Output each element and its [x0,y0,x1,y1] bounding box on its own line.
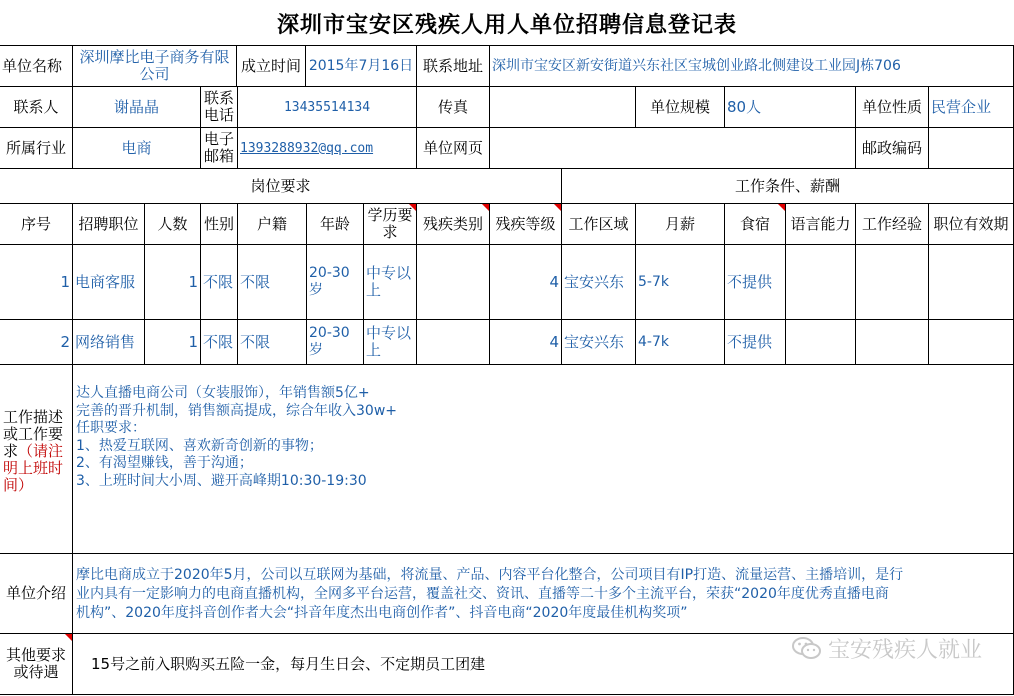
job-description-label-note: （请注明上班时间） [3,442,64,494]
job-description-line: 任职要求： [76,420,146,436]
founded-label: 成立时间 [236,45,306,87]
company-intro-line: 机构”、2020年度抖音创作者大会“抖音年度杰出电商创作者”、抖音电商“2020年度最佳机构奖项” [76,605,688,621]
table-row-2-age: 20-30岁 [306,319,364,365]
job-description-line: 2、有渴望赚钱，善于沟通； [76,455,253,471]
table-row-2-hukou: 不限 [237,319,307,365]
table-row-2-experience [855,319,929,365]
email-label: 电子邮箱 [200,127,238,169]
table-row-1-validity [928,244,1014,320]
contact-value: 谢晶晶 [72,86,201,128]
section-job-requirements: 岗位要求 [0,168,562,204]
table-row-2-board: 不提供 [724,319,786,365]
company-intro-line: 摩比电商成立于2020年5月，公司以互联网为基础，将流量、产品、内容平台化整合，公司项目有IP打造、流量运营、主播培训，是行 [76,567,904,583]
watermark-text: 宝安残疾人就业 [827,638,982,663]
industry-label: 所属行业 [0,127,73,169]
table-row-2-count: 1 [144,319,201,365]
table-row-1-gender: 不限 [200,244,238,320]
company-name-label: 单位名称 [0,45,73,87]
table-row-1-age: 20-30岁 [306,244,364,320]
benefits-content: 15号之前入职购买五险一金，每月生日会、不定期员工团建 [72,633,1014,695]
nature-label: 单位性质 [855,86,929,128]
company-intro-label: 单位介绍 [0,553,73,634]
form-title: 深圳市宝安区残疾人用人单位招聘信息登记表 [276,11,737,38]
table-row-2-validity [928,319,1014,365]
table-row-2-disability-level: 4 [489,319,562,365]
table-row-1-salary: 5-7k [635,244,725,320]
job-description-content [72,364,1014,554]
col-gender: 性别 [200,203,238,245]
website-label: 单位网页 [416,127,490,169]
col-salary: 月薪 [635,203,725,245]
col-disability-type: 残疾类别 [416,203,490,245]
job-description-line: 1、热爱互联网、喜欢新奇创新的事物； [76,437,323,454]
email-link[interactable]: 1393288932@qq.com [237,127,417,169]
contact-label: 联系人 [0,86,73,128]
table-row-1-disability-level: 4 [489,244,562,320]
col-validity: 职位有效期 [928,203,1014,245]
nature-value: 民营企业 [928,86,1014,128]
scale-value: 80人 [724,86,856,128]
company-name-value: 深圳摩比电子商务有限公司 [72,45,237,87]
section-work-conditions: 工作条件、薪酬 [561,168,1014,204]
table-row-1-title: 电商客服 [72,244,145,320]
table-row-2-no: 2 [0,319,73,365]
fax-value [489,86,636,128]
table-row-2-area: 宝安兴东 [561,319,636,365]
table-row-2-language [785,319,856,365]
col-no: 序号 [0,203,73,245]
table-row-2-salary: 4-7k [635,319,725,365]
table-row-1-hukou: 不限 [237,244,307,320]
table-row-1-disability-type [416,244,490,320]
job-description-label [0,364,73,554]
fax-label: 传真 [416,86,490,128]
table-row-2-title: 网络销售 [72,319,145,365]
col-education: 学历要求 [363,203,417,245]
table-row-1-education: 中专以上 [363,244,417,320]
benefits-label: 其他要求或待遇 [0,633,73,695]
industry-value: 电商 [72,127,201,169]
col-disability-level: 残疾等级 [489,203,562,245]
watermark [792,633,982,664]
postcode-value [928,127,1014,169]
wechat-icon [792,636,822,662]
table-row-1-language [785,244,856,320]
phone-label: 联系电话 [200,86,238,128]
table-row-1-board: 不提供 [724,244,786,320]
founded-value: 2015年7月16日 [305,45,417,87]
phone-value: 13435514134 [237,86,417,128]
col-language: 语言能力 [785,203,856,245]
job-description-line: 3、上班时间大小周、避开高峰期10:30-19:30 [76,472,367,489]
company-intro-content [72,553,1014,634]
col-title: 招聘职位 [72,203,145,245]
col-count: 人数 [144,203,201,245]
col-area: 工作区域 [561,203,636,245]
table-row-1-area: 宝安兴东 [561,244,636,320]
table-row-1-experience [855,244,929,320]
job-description-label-main: 工作描述或工作要求 [3,408,64,460]
job-description-line: 完善的晋升机制，销售额高提成，综合年收入30w+ [76,402,397,419]
company-intro-line: 业内具有一定影响力的电商直播机构，全网多平台运营，覆盖社交、资讯、直播等二十多个主流平台，荣获“2020年度优秀直播电商 [76,586,889,602]
table-row-2-disability-type [416,319,490,365]
job-description-line: 达人直播电商公司（女装服饰），年销售额5亿+ [76,385,370,401]
postcode-label: 邮政编码 [855,127,929,169]
table-row-1-no: 1 [0,244,73,320]
scale-label: 单位规模 [635,86,725,128]
col-board: 食宿 [724,203,786,245]
col-hukou: 户籍 [237,203,307,245]
table-row-2-education: 中专以上 [363,319,417,365]
address-label: 联系地址 [416,45,490,87]
col-age: 年龄 [306,203,364,245]
table-row-2-gender: 不限 [200,319,238,365]
col-experience: 工作经验 [855,203,929,245]
table-row-1-count: 1 [144,244,201,320]
address-value: 深圳市宝安区新安街道兴东社区宝城创业路北侧建设工业园J栋706 [489,45,1014,87]
website-value [489,127,856,169]
